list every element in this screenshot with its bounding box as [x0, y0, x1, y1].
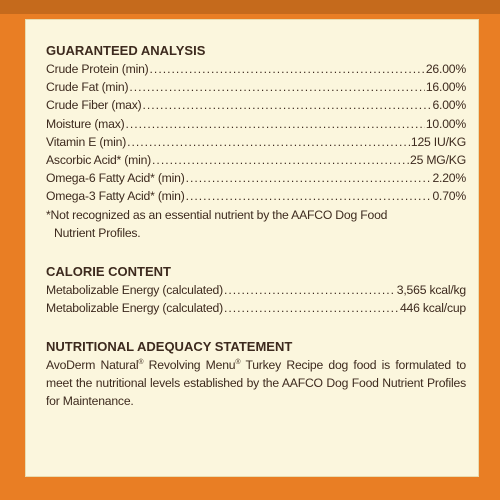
brand-name: AvoDerm Natural [46, 358, 139, 373]
top-border [0, 0, 500, 14]
analysis-row [46, 60, 466, 78]
statement-text: Turkey Recipe dog food is formulated to meet the nutritional levels established by the AAFCO Dog Food Nutrient Profiles for Maintenance. [46, 358, 467, 409]
analysis-label: Vitamin E (min) [46, 134, 127, 149]
analysis-label: Crude Fat (min) [46, 80, 129, 95]
analysis-row [46, 169, 466, 187]
dot-leader [142, 96, 431, 114]
dot-leader [129, 78, 425, 96]
nutritional-adequacy-statement [46, 356, 466, 410]
analysis-row [46, 96, 466, 114]
analysis-label: Moisture (max) [46, 116, 125, 131]
nutritional-adequacy-heading: NUTRITIONAL ADEQUACY STATEMENT [46, 339, 293, 355]
dot-leader [152, 151, 409, 169]
dot-leader [224, 281, 396, 299]
calorie-row [46, 299, 466, 317]
product-line: Revolving Menu [148, 358, 236, 373]
analysis-row [46, 133, 466, 151]
analysis-value: 0.70% [432, 189, 466, 204]
dot-leader [224, 299, 399, 317]
registered-mark: ® [235, 358, 241, 366]
nutrition-content [46, 42, 466, 410]
calorie-value: 446 kcal/cup [399, 300, 466, 315]
analysis-value: 10.00% [425, 116, 466, 131]
registered-mark: ® [138, 358, 144, 366]
analysis-label: Omega-3 Fatty Acid* (min) [46, 189, 185, 204]
analysis-label: Ascorbic Acid* (min) [46, 153, 152, 168]
analysis-value: 6.00% [432, 98, 466, 113]
footnote-line: Nutrient Profiles. [54, 225, 141, 240]
analysis-row [46, 151, 466, 169]
calorie-value: 3,565 kcal/kg [396, 282, 466, 297]
calorie-content-heading: CALORIE CONTENT [46, 263, 171, 279]
analysis-value: 26.00% [425, 62, 466, 76]
analysis-label: Crude Fiber (max) [46, 98, 142, 113]
dot-leader [127, 133, 410, 151]
calorie-label: Metabolizable Energy (calculated) [46, 300, 223, 315]
analysis-value: 16.00% [425, 80, 466, 95]
dot-leader [150, 60, 425, 78]
analysis-label: Omega-6 Fatty Acid* (min) [46, 171, 185, 186]
dot-leader [125, 115, 424, 133]
calorie-label: Metabolizable Energy (calculated) [46, 282, 223, 297]
analysis-row [46, 78, 466, 96]
analysis-value: 125 IU/KG [410, 134, 466, 149]
dot-leader [186, 187, 432, 205]
nutrition-panel [25, 19, 479, 477]
dot-leader [186, 169, 432, 187]
calorie-row [46, 281, 466, 299]
footnote-line: *Not recognized as an essential nutrient by the AAFCO Dog Food [46, 207, 388, 222]
analysis-value: 2.20% [432, 171, 466, 186]
analysis-value: 25 MG/KG [410, 153, 466, 168]
analysis-footnote [46, 206, 466, 242]
analysis-label: Crude Protein (min) [46, 62, 149, 76]
guaranteed-analysis-heading: GUARANTEED ANALYSIS [46, 43, 206, 58]
analysis-row [46, 115, 466, 133]
analysis-row [46, 187, 466, 205]
